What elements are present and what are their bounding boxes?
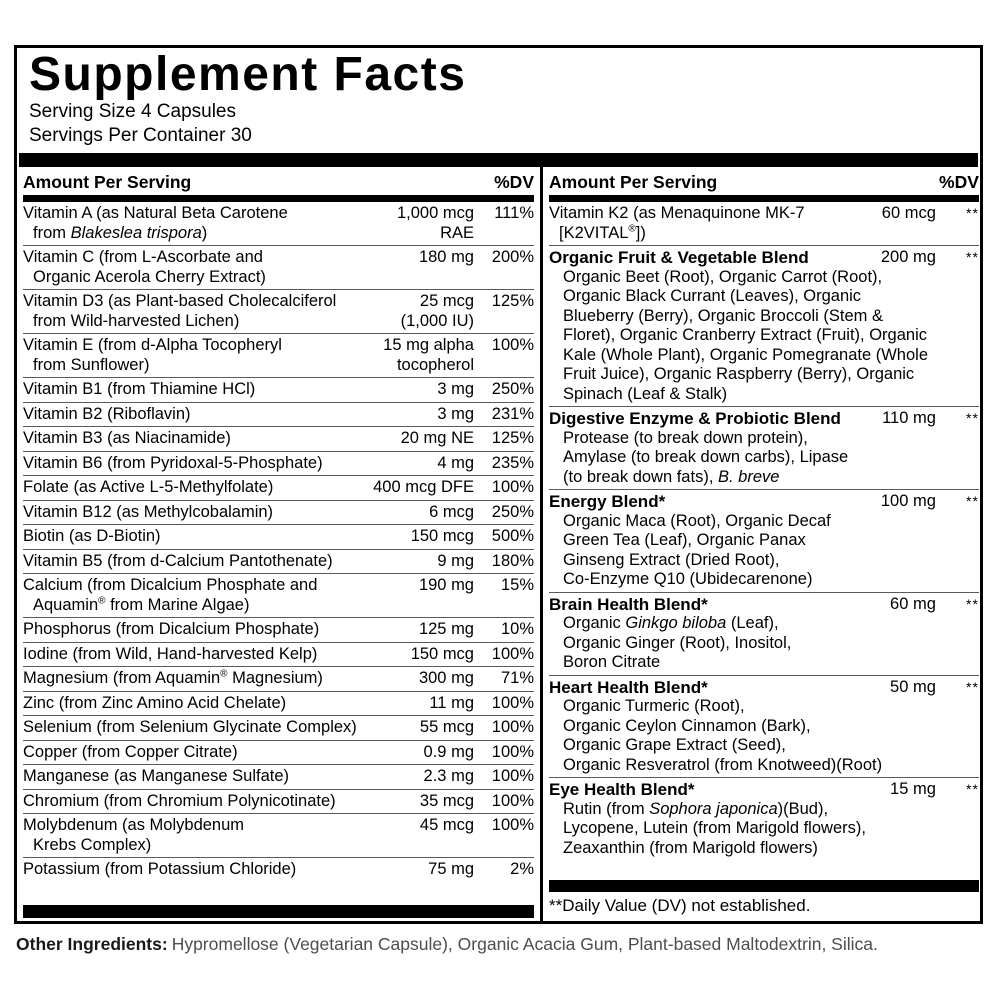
text-segment: (Leaf),	[726, 614, 779, 632]
nutrient-dv: **	[966, 493, 979, 509]
nutrient-dv: 100%	[491, 693, 534, 712]
table-row	[23, 691, 534, 716]
nutrient-amount: 100 mg	[880, 492, 936, 510]
text-segment: Vitamin B12 (as Methylcobalamin)	[23, 502, 274, 521]
nutrient-amount: 150 mcg	[410, 527, 474, 545]
nutrient-amount: 50 mg	[890, 677, 936, 696]
right-rows	[549, 202, 979, 860]
nutrient-amount: 11 mg	[429, 693, 474, 712]
nutrient-dv: 71%	[500, 669, 534, 687]
nutrient-name	[23, 552, 356, 572]
nutrient-name	[23, 718, 356, 738]
other-ingredients	[16, 933, 988, 955]
nutrient-name	[23, 792, 356, 812]
nutrient-dv: 100%	[491, 816, 534, 834]
nutrient-name	[549, 595, 841, 615]
text-segment: Energy Blend*	[549, 492, 666, 511]
nutrient-dv: 100%	[491, 336, 534, 354]
text-segment: Vitamin B3 (as Niacinamide)	[23, 429, 231, 447]
text-segment: Vitamin D3 (as Plant-based Cholecalciferol	[23, 292, 337, 310]
text-segment: from	[33, 223, 71, 242]
nutrient-name	[23, 576, 356, 615]
nutrient-dv: 180%	[491, 551, 534, 570]
nutrient-dv: 500%	[491, 527, 534, 545]
text-segment: Vitamin K2 (as Menaquinone MK-7	[549, 204, 805, 222]
nutrient-amount: 110 mg	[882, 409, 936, 427]
nutrient-amount: 45 mcg	[419, 816, 474, 834]
text-segment: Heart Health Blend*	[549, 677, 708, 697]
right-column	[540, 167, 983, 921]
text-segment: Brain Health Blend*	[549, 594, 708, 614]
nutrient-name	[23, 204, 356, 243]
text-segment: )	[201, 223, 208, 242]
table-row	[23, 764, 534, 789]
text-segment: Biotin (as D-Biotin)	[23, 527, 161, 545]
nutrient-name	[549, 409, 841, 429]
nutrient-amount: 3 mg	[437, 404, 474, 423]
top-divider-bar	[19, 153, 978, 167]
text-segment: Magnesium)	[227, 669, 323, 687]
table-row	[23, 451, 534, 476]
nutrient-name	[23, 527, 356, 547]
table-row	[549, 489, 979, 592]
table-row	[549, 675, 979, 778]
text-segment: Lycopene, Lutein (from Marigold flowers),	[563, 819, 866, 837]
nutrient-amount: 15 mg alpha tocopherol	[383, 336, 474, 374]
text-segment: Floret), Organic Cranberry Extract (Fruit), Organic	[563, 326, 927, 344]
nutrient-amount: 180 mg	[418, 248, 474, 266]
other-ingredients-text: Hypromellose (Vegetarian Capsule), Organic Acacia Gum, Plant-based Maltodextrin, Silica.	[171, 934, 878, 954]
text-segment: Organic Turmeric (Root),	[563, 697, 745, 715]
nutrient-amount: 60 mg	[890, 594, 936, 613]
nutrient-name	[23, 503, 356, 523]
table-row	[23, 666, 534, 691]
nutrient-name	[23, 248, 356, 287]
nutrient-amount: 150 mcg	[410, 644, 474, 663]
nutrient-name	[23, 645, 356, 665]
nutrient-name	[23, 380, 356, 400]
text-segment: Rutin (from	[563, 799, 650, 818]
nutrient-name	[549, 204, 841, 243]
text-segment: Vitamin A (as Natural Beta Carotene	[23, 204, 288, 222]
text-segment: Kale (Whole Plant), Organic Pomegranate (Whole	[563, 345, 928, 364]
table-row	[23, 402, 534, 427]
nutrient-dv: 100%	[491, 742, 534, 761]
nutrient-name	[23, 694, 356, 714]
nutrient-name	[549, 492, 841, 512]
text-segment: Fruit Juice), Organic Raspberry (Berry), Organic	[563, 365, 915, 383]
nutrient-dv: **	[966, 781, 979, 797]
text-segment: from Marine Algae)	[105, 595, 250, 614]
nutrient-amount: 35 mcg	[419, 791, 474, 810]
dv-footnote: **Daily Value (DV) not established.	[549, 896, 811, 915]
dv-label: %DV	[939, 172, 979, 192]
text-segment: Vitamin C (from L-Ascorbate and	[23, 248, 263, 266]
text-segment: from Wild-harvested Lichen)	[33, 311, 240, 330]
text-segment: Sophora japonica	[649, 799, 778, 818]
registered-mark: ®	[98, 595, 106, 606]
nutrient-amount: 2.3 mg	[423, 767, 474, 785]
blend-details	[549, 697, 979, 775]
text-segment: Blakeslea trispora	[70, 223, 202, 242]
table-row	[23, 500, 534, 525]
nutrient-dv: 125%	[491, 429, 534, 447]
text-segment: Boron Citrate	[563, 653, 661, 671]
blend-details	[549, 268, 979, 405]
nutrient-dv: 200%	[491, 248, 534, 266]
dv-label: %DV	[494, 172, 534, 192]
table-row	[23, 573, 534, 617]
text-segment: Organic Resveratrol (from Knotweed)(Root)	[563, 755, 883, 774]
blend-details	[549, 512, 979, 590]
table-row	[549, 592, 979, 675]
serving-size: Serving Size 4 Capsules	[29, 101, 236, 122]
text-segment: B. breve	[718, 467, 780, 486]
registered-mark: ®	[628, 223, 636, 234]
text-segment: from Sunflower)	[33, 355, 150, 374]
text-segment: ])	[635, 223, 646, 242]
text-segment: Zeaxanthin (from Marigold flowers)	[563, 838, 818, 857]
nutrient-name	[23, 767, 356, 787]
nutrient-amount: 4 mg	[437, 453, 474, 472]
nutrient-amount: 6 mcg	[429, 502, 474, 521]
nutrient-dv: 231%	[491, 404, 534, 423]
table-row	[23, 245, 534, 289]
text-segment: Digestive Enzyme & Probiotic Blend	[549, 409, 841, 428]
blend-details	[549, 429, 979, 488]
nutrient-dv: 2%	[510, 860, 534, 878]
right-column-header	[549, 167, 979, 202]
left-column	[17, 167, 540, 921]
nutrient-dv: 100%	[491, 718, 534, 736]
table-row	[549, 245, 979, 406]
text-segment: Organic Beet (Root), Organic Carrot (Root),	[563, 267, 883, 286]
text-segment: Protease (to break down protein),	[563, 428, 808, 447]
text-segment: Phosphorus (from Dicalcium Phosphate)	[23, 620, 320, 638]
table-row	[23, 289, 534, 333]
left-column-header	[23, 167, 534, 202]
table-row	[23, 333, 534, 377]
nutrient-dv: 100%	[491, 791, 534, 810]
table-row	[23, 524, 534, 549]
table-row	[549, 406, 979, 489]
text-segment: (to break down fats),	[563, 467, 718, 486]
text-segment: Vitamin B2 (Riboflavin)	[23, 404, 191, 423]
nutrient-dv: 100%	[491, 767, 534, 785]
table-row	[23, 475, 534, 500]
text-segment: Chromium (from Chromium Polynicotinate)	[23, 791, 336, 810]
nutrient-amount: 55 mcg	[419, 718, 474, 736]
nutrient-name	[23, 669, 356, 689]
nutrient-amount: 15 mg	[890, 780, 936, 798]
nutrient-amount: 125 mg	[418, 620, 474, 638]
nutrient-name	[549, 678, 841, 698]
nutrient-amount: 3 mg	[437, 380, 474, 398]
nutrient-dv: **	[966, 205, 979, 221]
right-bottom-bar	[549, 880, 979, 892]
nutrient-name	[23, 292, 356, 331]
text-segment: Molybdenum (as Molybdenum	[23, 816, 245, 834]
nutrient-amount: 400 mcg DFE	[373, 478, 474, 496]
table-row	[23, 549, 534, 574]
text-segment: Amylase (to break down carbs), Lipase	[563, 448, 849, 466]
nutrient-amount: 25 mcg (1,000 IU)	[400, 292, 474, 330]
table-row	[23, 789, 534, 814]
nutrient-dv: 250%	[491, 502, 534, 521]
nutrient-amount: 9 mg	[437, 551, 474, 570]
nutrient-name	[549, 780, 841, 800]
text-segment: Organic Acerola Cherry Extract)	[33, 267, 266, 286]
nutrient-name	[23, 454, 356, 474]
panel-head	[17, 48, 980, 148]
text-segment: Ginkgo biloba	[625, 614, 727, 632]
nutrient-name	[23, 405, 356, 425]
text-segment: Organic Maca (Root), Organic Decaf	[563, 511, 831, 530]
facts-columns	[17, 167, 980, 921]
nutrient-amount: 200 mg	[880, 248, 936, 266]
text-segment: Organic Black Currant (Leaves), Organic	[563, 287, 862, 305]
nutrient-dv: 100%	[491, 478, 534, 496]
text-segment: Iodine (from Wild, Hand-harvested Kelp)	[23, 644, 318, 663]
nutrient-amount: 75 mg	[428, 860, 474, 878]
blend-details	[549, 800, 979, 859]
nutrient-dv: **	[966, 595, 979, 612]
page-title: Supplement Facts	[29, 48, 467, 101]
nutrient-dv: **	[966, 410, 979, 426]
nutrient-dv: 111%	[494, 204, 534, 222]
nutrient-dv: 235%	[491, 453, 534, 472]
text-segment: Vitamin B5 (from d-Calcium Pantothenate)	[23, 551, 333, 570]
nutrient-dv: 100%	[491, 644, 534, 663]
text-segment: Zinc (from Zinc Amino Acid Chelate)	[23, 693, 287, 712]
table-row	[549, 202, 979, 245]
nutrient-amount: 60 mcg	[881, 204, 936, 222]
text-segment: Spinach (Leaf & Stalk)	[563, 384, 728, 403]
registered-mark: ®	[220, 668, 228, 680]
table-row	[549, 777, 979, 860]
text-segment: Green Tea (Leaf), Organic Panax	[563, 531, 806, 549]
blend-details	[549, 614, 979, 673]
table-row	[23, 813, 534, 857]
nutrient-amount: 0.9 mg	[423, 742, 474, 761]
table-row	[23, 740, 534, 765]
text-segment: Vitamin B1 (from Thiamine HCl)	[23, 380, 256, 398]
text-segment: Aquamin	[33, 595, 99, 614]
nutrient-name	[23, 816, 356, 855]
nutrient-dv: 250%	[491, 380, 534, 398]
nutrient-dv: **	[966, 249, 979, 265]
nutrient-name	[23, 743, 356, 763]
nutrient-name	[23, 478, 356, 498]
nutrient-dv: 15%	[500, 576, 534, 594]
table-row	[23, 857, 534, 882]
amount-per-serving-label: Amount Per Serving	[549, 172, 718, 192]
other-ingredients-label: Other Ingredients:	[16, 934, 168, 954]
nutrient-dv: 10%	[500, 620, 534, 638]
text-segment: Eye Health Blend*	[549, 780, 695, 799]
text-segment: Magnesium (from Aquamin	[23, 669, 221, 687]
nutrient-dv: 125%	[491, 292, 534, 310]
text-segment: )(Bud),	[777, 799, 829, 818]
nutrient-amount: 190 mg	[418, 576, 474, 594]
table-row	[23, 426, 534, 451]
nutrient-name	[23, 429, 356, 449]
nutrient-amount: 1,000 mcg RAE	[396, 204, 474, 242]
nutrient-amount: 20 mg NE	[400, 429, 474, 447]
text-segment: Organic Ceylon Cinnamon (Bark),	[563, 716, 811, 735]
text-segment: Vitamin E (from d-Alpha Tocopheryl	[23, 336, 282, 354]
nutrient-amount: 300 mg	[418, 669, 474, 687]
text-segment: Co-Enzyme Q10 (Ubidecarenone)	[563, 570, 813, 588]
text-segment: Copper (from Copper Citrate)	[23, 742, 238, 761]
text-segment: Organic Ginger (Root), Inositol,	[563, 633, 792, 652]
table-row	[23, 202, 534, 245]
text-segment: Organic	[563, 614, 626, 632]
text-segment: Organic Fruit & Vegetable Blend	[549, 248, 809, 267]
text-segment: Blueberry (Berry), Organic Broccoli (Stem &	[563, 306, 884, 325]
table-row	[23, 617, 534, 642]
nutrient-name	[549, 248, 841, 268]
left-bottom-bar	[23, 905, 534, 918]
nutrient-name	[23, 336, 356, 375]
text-segment: Potassium (from Potassium Chloride)	[23, 860, 297, 878]
text-segment: Vitamin B6 (from Pyridoxal-5-Phosphate)	[23, 453, 323, 472]
table-row	[23, 642, 534, 667]
amount-per-serving-label: Amount Per Serving	[23, 172, 192, 192]
table-row	[23, 715, 534, 740]
nutrient-dv: **	[966, 678, 979, 695]
text-segment: Manganese (as Manganese Sulfate)	[23, 767, 289, 785]
servings-per-container: Servings Per Container 30	[29, 125, 252, 146]
text-segment: Organic Grape Extract (Seed),	[563, 736, 786, 754]
left-rows	[23, 202, 534, 882]
text-segment: Calcium (from Dicalcium Phosphate and	[23, 576, 318, 594]
text-segment: Ginseng Extract (Dried Root),	[563, 550, 780, 569]
nutrient-name	[23, 860, 356, 880]
table-row	[23, 377, 534, 402]
nutrient-name	[23, 620, 356, 640]
text-segment: Krebs Complex)	[33, 835, 152, 854]
supplement-facts-panel	[14, 45, 983, 924]
text-segment: Selenium (from Selenium Glycinate Complex)	[23, 718, 357, 736]
text-segment: Folate (as Active L-5-Methylfolate)	[23, 478, 274, 496]
text-segment: [K2VITAL	[559, 223, 629, 242]
